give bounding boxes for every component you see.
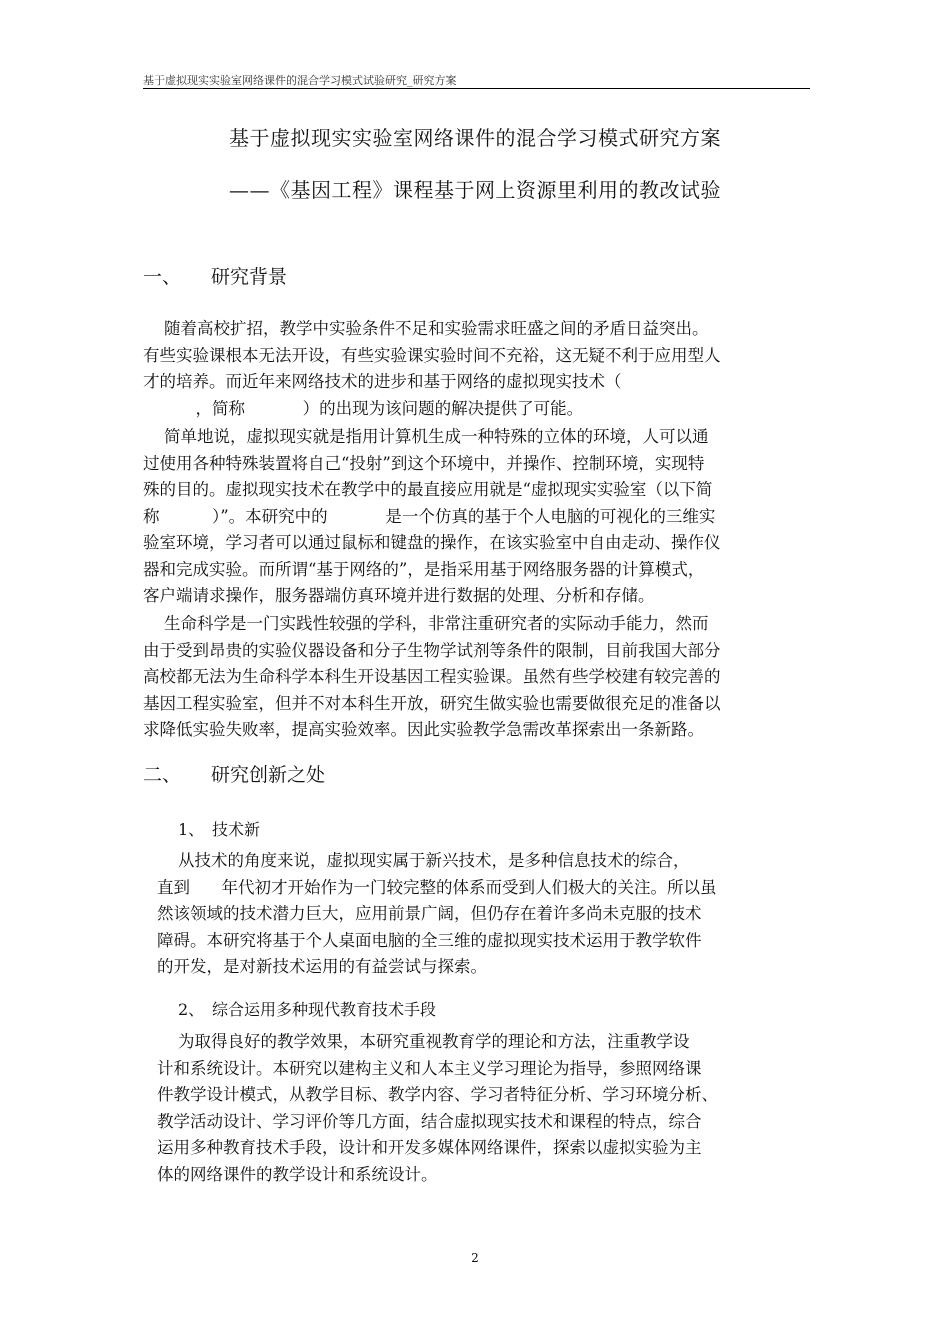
text-line: 件教学设计模式，从教学目标、教学内容、学习者特征分析、学习环境分析、 [157,1085,718,1104]
text-line: 的开发，是对新技术运用的有益尝试与探索。 [157,957,487,976]
paragraph-tech [157,848,797,981]
text-line: 由于受到昂贵的实验仪器设备和分子生物学试剂等条件的限制，目前我国大部分 [143,640,721,660]
text-line: 客户端请求操作，服务器端仿真环境并进行数据的处理、分析和存储。 [143,586,655,605]
section-heading-background [143,262,287,289]
text-line: 求降低实验失败率，提高实验效率。因此实验教学急需改革探索出一条新路。 [143,720,704,739]
running-header: 基于虚拟现实实验室网络课件的混合学习模式试验研究_研究方案 [143,74,810,89]
subsection-heading-tech [178,817,260,840]
text-line: 有些实验课根本无法开设，有些实验课实验时间不充裕，这无疑不利于应用型人 [143,345,721,365]
text-line: 障碍。本研究将基于个人桌面电脑的全三维的虚拟现实技术运用于教学软件 [157,930,702,950]
page-number: 2 [471,1251,479,1265]
text-line: ，简称 ）的出现为该问题的解决提供了可能。 [143,398,584,418]
text-line: 直到 年代初才开始作为一门较完整的体系而受到人们极大的关注。所以虽 [157,877,717,897]
subsection-number: 1、 [178,820,205,839]
text-line: 才的培养。而近年来网络技术的进步和基于网络的虚拟现实技术（ [143,372,622,391]
paragraph-edutech [157,1029,797,1188]
section-number: 一、 [143,266,182,288]
text-line: 基因工程实验室，但并不对本科生开放，研究生做实验也需要做很充足的准备以 [143,693,721,713]
text-line: 生命科学是一门实践性较强的学科，非常注重研究者的实际动手能力，然而 [143,614,709,633]
section-title: 研究背景 [211,266,288,288]
section-heading-innovation [143,760,325,787]
text-line: 称 ）”。本研究中的 是一个仿真的基于个人电脑的可视化的三维实 [143,506,716,526]
text-line: 验室环境，学习者可以通过鼠标和键盘的操作，在该实验室中自由走动、操作仪 [143,533,721,552]
subsection-number: 2、 [178,1000,205,1019]
subsection-heading-edutech [178,997,436,1020]
text-line: 器和完成实验。而所谓“基于网络的”，是指采用基于网络服务器的计算模式， [143,559,705,579]
paragraph-background-2 [143,424,811,610]
text-line: 教学活动设计、学习评价等几方面，结合虚拟现实技术和课程的特点，综合 [157,1111,702,1131]
subsection-title: 技术新 [212,820,261,839]
document-subtitle: ——《基因工程》课程基于网上资源里利用的教改试验 [229,178,721,202]
text-line: 从技术的角度来说，虚拟现实属于新兴技术，是多种信息技术的综合， [157,851,690,870]
section-number: 二、 [143,764,182,786]
subsection-title: 综合运用多种现代教育技术手段 [212,1000,437,1019]
text-line: 殊的目的。虚拟现实技术在教学中的最直接应用就是“虚拟现实实验室（以下简 [143,480,713,499]
text-line: 为取得良好的教学效果，本研究重视教育学的理论和方法，注重教学设 [157,1032,690,1051]
text-line: 运用多种教育技术手段，设计和开发多媒体网络课件，探索以虚拟实验为主 [157,1138,702,1157]
section-title: 研究创新之处 [211,764,326,786]
text-line: 体的网络课件的教学设计和系统设计。 [157,1164,438,1184]
text-line: 计和系统设计。本研究以建构主义和人本主义学习理论为指导，参照网络课 [157,1058,702,1078]
text-line: 过使用各种特殊装置将自己“投射”到这个环境中，并操作、控制环境，实现特 [143,453,705,473]
text-line: 高校都无法为生命科学本科生开设基因工程实验课。虽然有些学校建有较完善的 [143,667,721,686]
paragraph-background-1 [143,316,811,422]
paragraph-background-3 [143,611,811,744]
text-line: 随着高校扩招，教学中实验条件不足和实验需求旺盛之间的矛盾日益突出。 [143,319,709,338]
text-line: 简单地说，虚拟现实就是指用计算机生成一种特殊的立体的环境，人可以通 [143,427,709,446]
document-title: 基于虚拟现实实验室网络课件的混合学习模式研究方案 [229,126,721,150]
text-line: 然该领域的技术潜力巨大，应用前景广阔，但仍存在着许多尚未克服的技术 [157,904,702,923]
